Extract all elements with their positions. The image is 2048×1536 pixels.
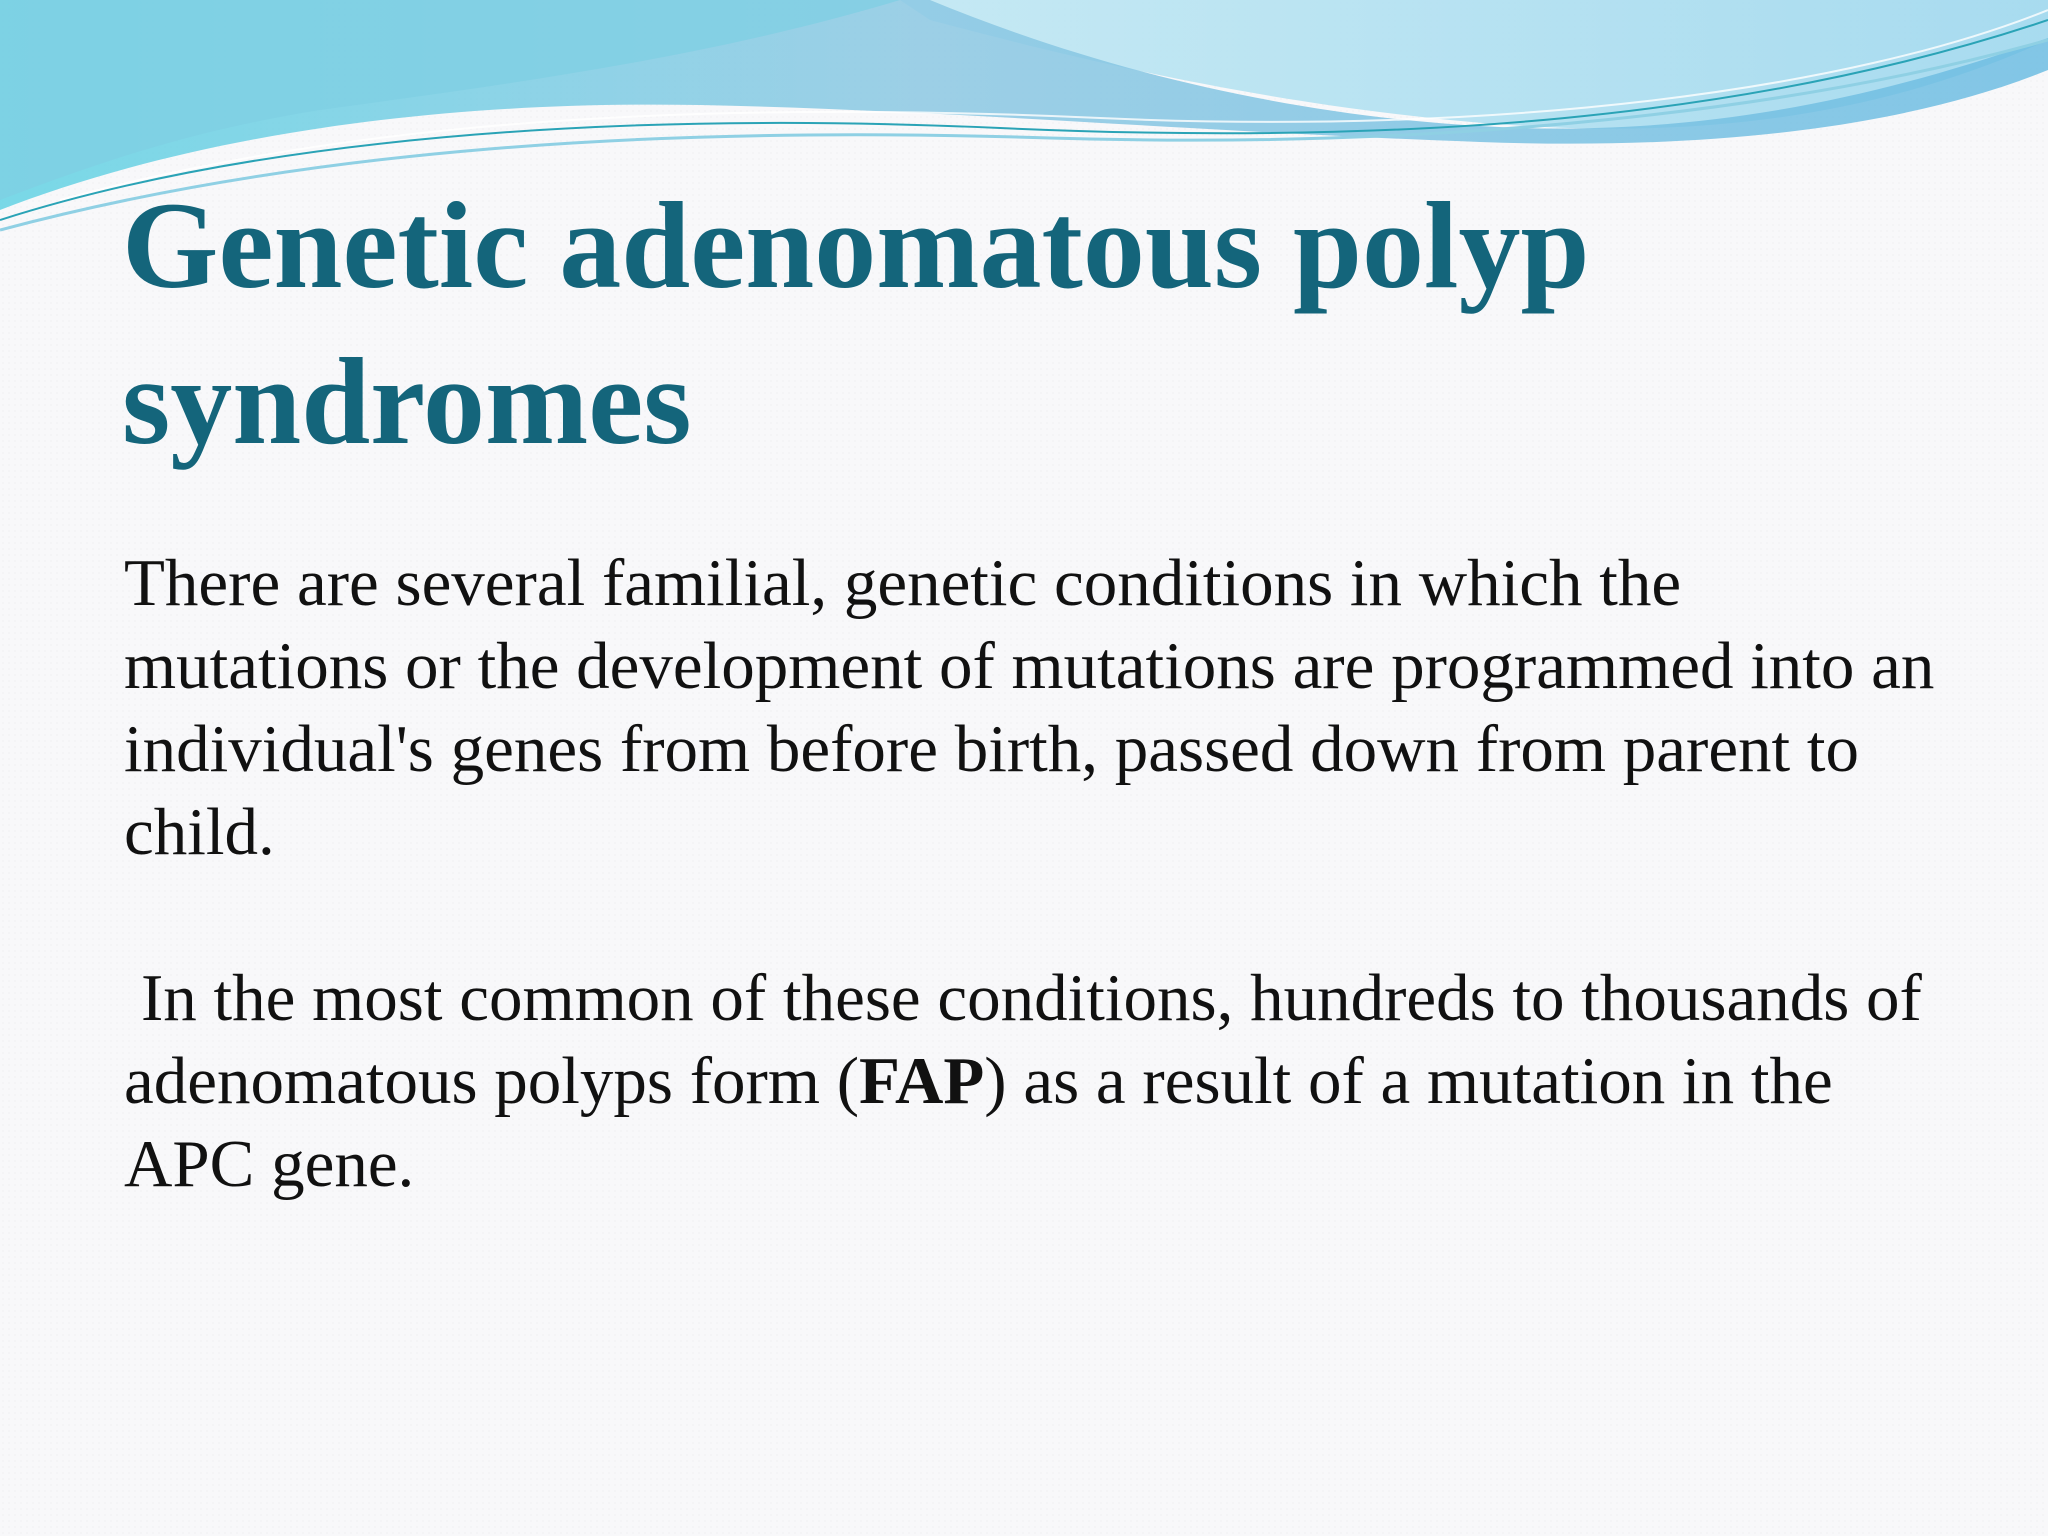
paragraph-fap-text-after: ) as a result of a mutation in the APC gene. [124,1044,1833,1201]
slide-body [124,542,1944,1206]
fap-abbreviation: FAP [859,1044,985,1118]
paragraph-fap [124,957,1944,1206]
paragraph-familial-conditions: There are several familial, genetic conditions in which the mutations or the development of mutations are programmed into an individual's genes from before birth, passed down from parent to child. [124,546,1935,869]
paragraph-fap-text-before: In the most common of these conditions, hundreds to thousands of adenomatous polyps form ( [124,961,1922,1118]
slide-title: Genetic adenomatous polyp syndromes [122,177,1590,470]
